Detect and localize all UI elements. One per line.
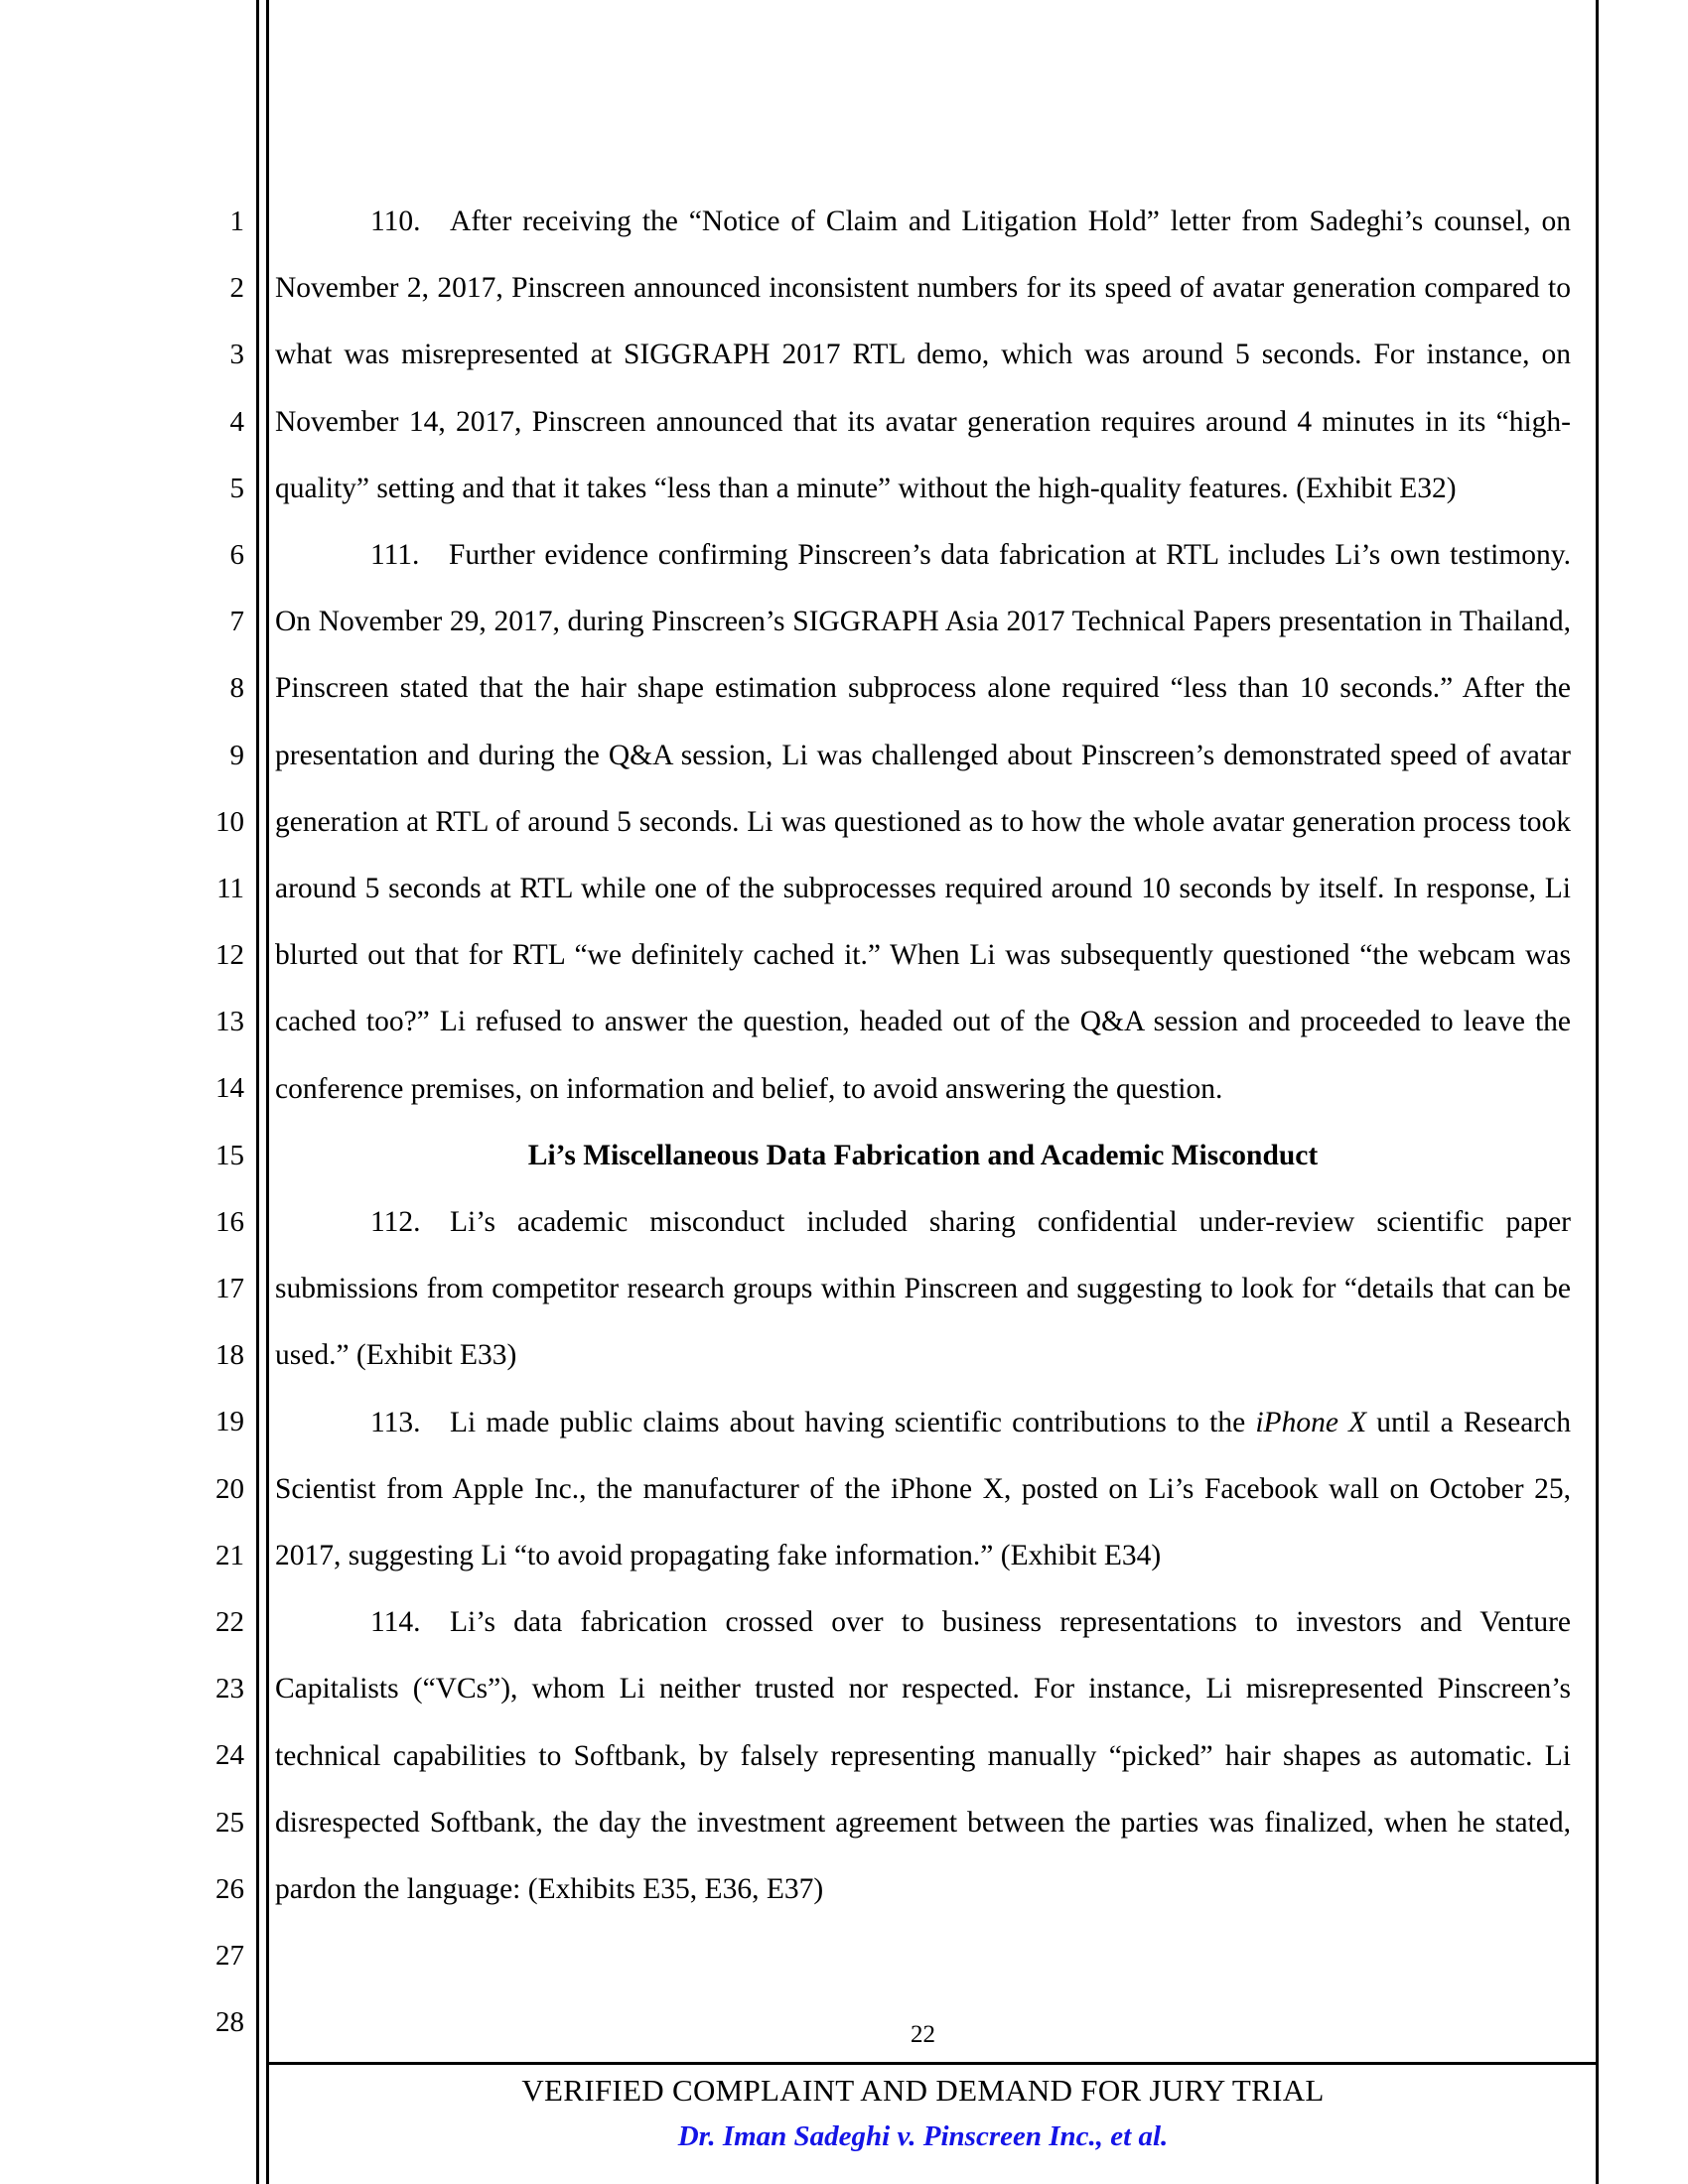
line-number: 16	[215, 1205, 244, 1238]
line-number: 17	[215, 1273, 244, 1304]
line-number: 8	[229, 672, 244, 705]
line-number: 26	[215, 1872, 244, 1905]
line-number: 27	[215, 1939, 244, 1972]
left-margin-rule-inner	[266, 0, 269, 2184]
section-heading: Li’s Miscellaneous Data Fabrication and Academic Misconduct	[527, 1139, 1319, 1171]
line-number: 22	[215, 1605, 244, 1638]
paragraph-113-text-before: 113. Li made public claims about having scientific contributions to the	[370, 1406, 1256, 1438]
line-number: 7	[229, 606, 244, 638]
line-number: 2	[229, 272, 244, 305]
footer-case-caption: Dr. Iman Sadeghi v. Pinscreen Inc., et al.	[677, 2120, 1169, 2152]
line-number: 18	[215, 1339, 244, 1372]
paragraph-112: 112. Li’s academic misconduct included sharing confidential under-review scientific paper submissions from competitor research groups within Pinscreen and suggesting to look for “details that can be used.” (Exhibit E33)	[275, 1206, 1571, 1372]
line-number: 15	[215, 1139, 244, 1171]
line-number: 3	[229, 339, 244, 371]
line-number: 9	[229, 739, 244, 771]
line-number: 21	[215, 1539, 244, 1571]
line-number: 6	[229, 538, 244, 571]
line-number: 1	[229, 205, 244, 237]
line-number: 5	[229, 472, 244, 504]
paragraph-113-text-after: until a Research Scientist from Apple Inc., the manufacturer of the iPhone X, posted on Li’s Facebook wall on October 25, 2017, suggesting Li “to avoid propagating fake information.” (Exhibit E34)	[275, 1406, 1571, 1572]
line-number: 14	[215, 1072, 244, 1105]
paragraph-111: 111. Further evidence confirming Pinscreen’s data fabrication at RTL includes Li’s own testimony. On November 29, 2017, during Pinscreen’s SIGGRAPH Asia 2017 Technical Papers presentation in Thailand, Pinscreen stated that the hair shape estimation subprocess alone required “less than 10 seconds.” After the presentation and during the Q&A session, Li was challenged about Pinscreen’s demonstrated speed of avatar generation at RTL of around 5 seconds. Li was questioned as to how the whole avatar generation process took around 5 seconds at RTL while one of the subprocesses required around 10 seconds by itself. In response, Li blurted out that for RTL “we definitely cached it.” When Li was subsequently questioned “the webcam was cached too?” Li refused to answer the question, headed out of the Q&A session and proceeded to leave the conference premises, on information and belief, to avoid answering the question.	[275, 539, 1571, 1105]
line-number-gutter	[199, 189, 244, 2056]
document-body	[275, 189, 1571, 1923]
paragraph-114: 114. Li’s data fabrication crossed over to business representations to investors and Venture Capitalists (“VCs”), whom Li neither trusted nor respected. For instance, Li misrepresented Pinscreen’s technical capabilities to Softbank, by falsely representing manually “picked” hair shapes as automatic. Li disrespected Softbank, the day the investment agreement between the parties was finalized, when he stated, pardon the language: (Exhibits E35, E36, E37)	[275, 1606, 1571, 1906]
line-number: 23	[215, 1673, 244, 1706]
paragraph-110: 110. After receiving the “Notice of Claim and Litigation Hold” letter from Sadeghi’s counsel, on November 2, 2017, Pinscreen announced inconsistent numbers for its speed of avatar generation compared to what was misrepresented at SIGGRAPH 2017 RTL demo, which was around 5 seconds. For instance, on November 14, 2017, Pinscreen announced that its avatar generation requires around 4 minutes in its “high-quality” setting and that it takes “less than a minute” without the high-quality features. (Exhibit E32)	[275, 205, 1571, 504]
page-number: 22	[911, 2021, 935, 2048]
line-number: 13	[215, 1006, 244, 1038]
footer-divider	[269, 2062, 1596, 2065]
line-number: 20	[215, 1472, 244, 1505]
line-number: 25	[215, 1806, 244, 1839]
line-number: 28	[215, 2006, 244, 2039]
line-number: 11	[216, 872, 244, 904]
line-number: 12	[215, 939, 244, 972]
line-number: 24	[215, 1739, 244, 1772]
line-number: 4	[229, 405, 244, 438]
footer-title: VERIFIED COMPLAINT AND DEMAND FOR JURY TRIAL	[521, 2073, 1325, 2108]
right-margin-rule	[1596, 0, 1599, 2184]
left-margin-rule-outer	[256, 0, 259, 2184]
line-number: 10	[215, 805, 244, 838]
line-number: 19	[215, 1406, 244, 1438]
iphone-x-italic: iPhone X	[1255, 1406, 1367, 1438]
paragraph-113	[275, 1390, 1571, 1590]
